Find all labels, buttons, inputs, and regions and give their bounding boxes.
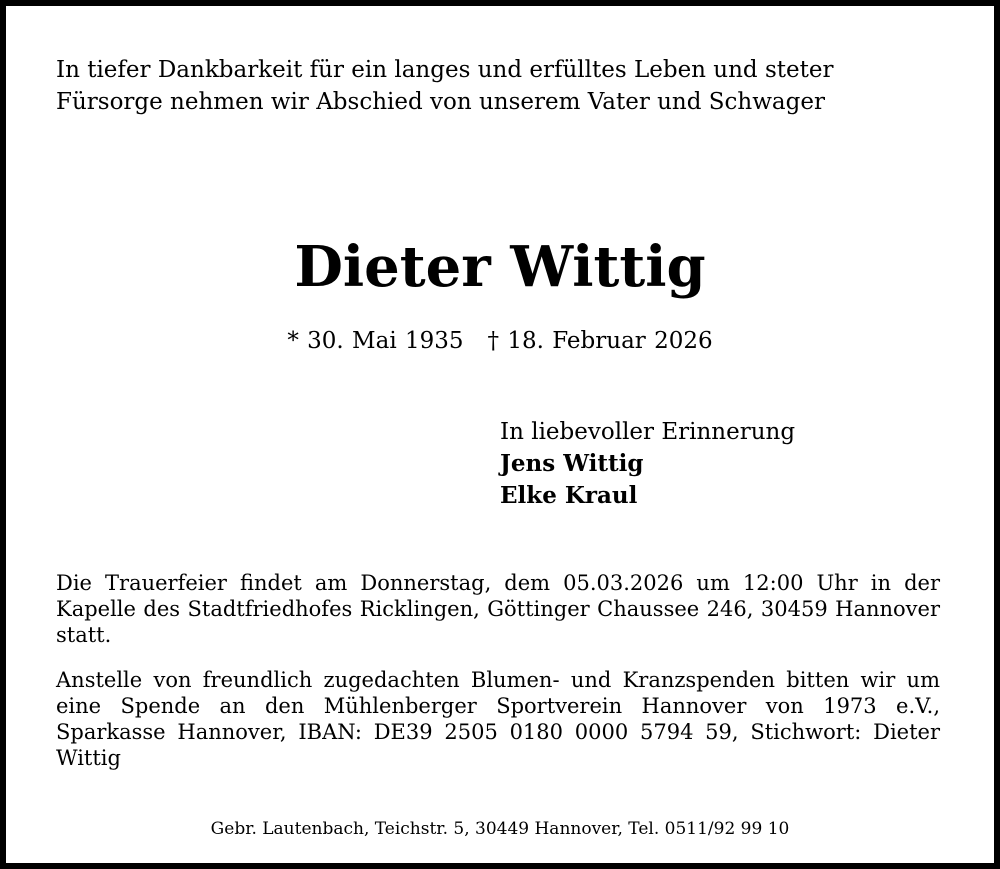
deceased-name: Dieter Wittig [294,234,706,300]
ceremony-info: Die Trauerfeier findet am Donnerstag, dem 05.03.2026 um 12:00 Uhr in der Kapelle des Stadtfriedhofes Ricklingen, Göttinger Chaussee 246, 30459 Hannover statt. [56,571,940,647]
birth-date: * 30. Mai 1935 [287,328,464,354]
death-date: † 18. Februar 2026 [487,328,713,354]
funeral-home-footer: Gebr. Lautenbach, Teichstr. 5, 30449 Hannover, Tel. 0511/92 99 10 [210,819,790,839]
intro-text: In tiefer Dankbarkeit für ein langes und erfülltes Leben und steter Fürsorge nehmen wir Abschied von unserem Vater und Schwager [56,57,834,115]
mourner-name: Jens Wittig [500,450,644,477]
donation-info: Anstelle von freundlich zugedachten Blumen- und Kranzspenden bitten wir um eine Spende an den Mühlenberger Sportverein Hannover von 1973 e.V., Sparkasse Hannover, IBAN: DE39 2505 0180 0000 5794 59, Stichwort: Dieter Wittig [56,668,940,770]
mourner-name: Elke Kraul [500,482,638,509]
remembrance-block [500,416,940,512]
life-dates [0,325,1000,357]
remembrance-label: In liebevoller Erinnerung [500,419,796,445]
